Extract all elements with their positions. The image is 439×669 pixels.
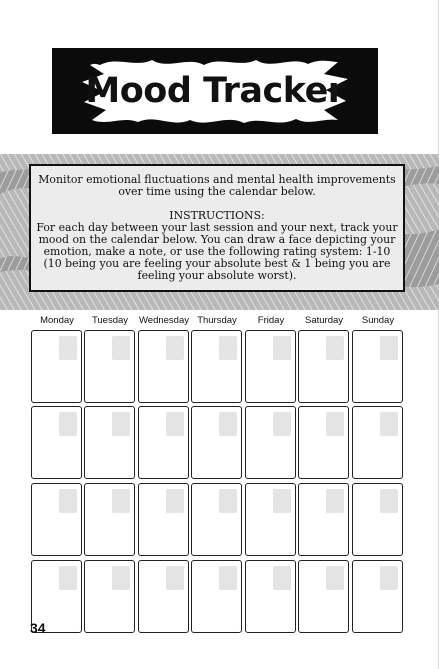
instructions-box [29, 164, 405, 292]
calendar-day-cell [352, 560, 403, 633]
calendar-day-cell [298, 406, 349, 479]
date-number-box [59, 566, 77, 590]
calendar-day-cell [31, 330, 82, 403]
calendar-day-cell [138, 330, 189, 403]
instructions-text: For each day between your last session and your next, track your mood on the calendar below. You can draw a face depicting your emotion, make a note, or use the following rating system: 1-10 (10 being you are feeling your absolute best & 1 being you are feeling your absolute worst). [36, 221, 398, 282]
calendar-day-cell [84, 560, 135, 633]
instructions-heading: INSTRUCTIONS: [169, 209, 265, 222]
date-number-box [273, 489, 291, 513]
calendar-day-cell [352, 406, 403, 479]
date-number-box [380, 336, 398, 360]
title-banner [52, 48, 378, 134]
calendar-day-cell [84, 406, 135, 479]
calendar-day-cell [245, 406, 296, 479]
weekday-header-row [29, 315, 405, 329]
date-number-box [326, 489, 344, 513]
calendar-day-cell [298, 483, 349, 556]
date-number-box [166, 336, 184, 360]
page-title: Mood Tracker [85, 71, 345, 111]
date-number-box [112, 336, 130, 360]
date-number-box [380, 412, 398, 436]
calendar-day-cell [352, 483, 403, 556]
date-number-box [219, 489, 237, 513]
date-number-box [166, 566, 184, 590]
date-number-box [273, 336, 291, 360]
weekday-label-tuesday: Tuesday [91, 315, 129, 326]
date-number-box [219, 566, 237, 590]
calendar-day-cell [298, 560, 349, 633]
calendar-day-cell [245, 330, 296, 403]
date-number-box [380, 489, 398, 513]
calendar-day-cell [191, 406, 242, 479]
date-number-box [166, 412, 184, 436]
calendar-day-cell [138, 483, 189, 556]
calendar-day-cell [191, 483, 242, 556]
calendar-day-cell [191, 560, 242, 633]
date-number-box [59, 489, 77, 513]
date-number-box [326, 566, 344, 590]
date-number-box [112, 489, 130, 513]
weekday-label-saturday: Saturday [304, 315, 344, 326]
date-number-box [273, 412, 291, 436]
calendar-day-cell [138, 406, 189, 479]
date-number-box [112, 412, 130, 436]
date-number-box [219, 336, 237, 360]
date-number-box [112, 566, 130, 590]
calendar-day-cell [31, 483, 82, 556]
calendar-day-cell [191, 330, 242, 403]
date-number-box [59, 412, 77, 436]
date-number-box [326, 336, 344, 360]
weekday-label-wednesday: Wednesday [139, 315, 189, 326]
intro-text: Monitor emotional fluctuations and mental health improvements over time using the calendar below. [38, 173, 396, 198]
weekday-label-thursday: Thursday [197, 315, 237, 326]
calendar-day-cell [298, 330, 349, 403]
calendar-day-cell [245, 560, 296, 633]
date-number-box [166, 489, 184, 513]
calendar-day-cell [245, 483, 296, 556]
date-number-box [219, 412, 237, 436]
date-number-box [326, 412, 344, 436]
date-number-box [59, 336, 77, 360]
calendar-day-cell [84, 483, 135, 556]
calendar-day-cell [31, 406, 82, 479]
calendar-day-cell [138, 560, 189, 633]
date-number-box [380, 566, 398, 590]
weekday-label-monday: Monday [40, 315, 74, 326]
calendar-day-cell [84, 330, 135, 403]
page-number: 34 [30, 620, 46, 636]
weekday-label-friday: Friday [257, 315, 285, 326]
weekday-label-sunday: Sunday [361, 315, 395, 326]
date-number-box [273, 566, 291, 590]
calendar-day-cell [352, 330, 403, 403]
